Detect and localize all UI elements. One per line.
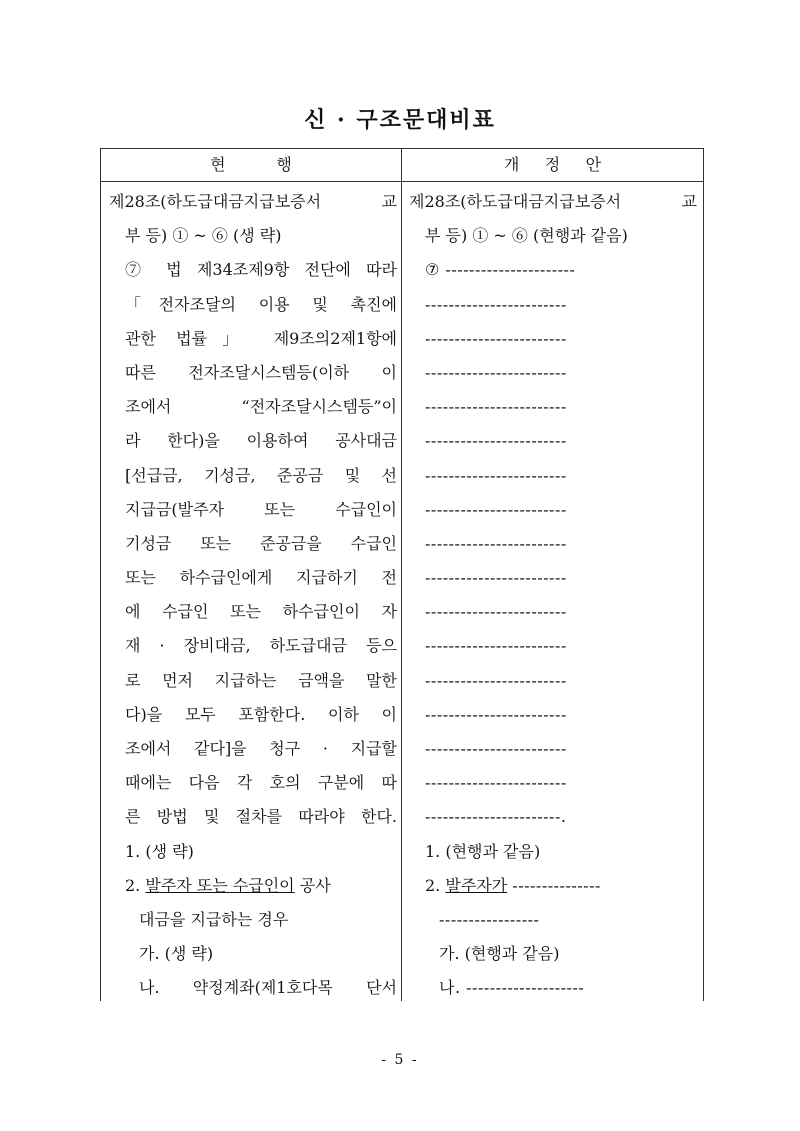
- revised-line: 제28조(하도급대금지급보증서 교: [409, 192, 697, 211]
- header-current: 현 행: [210, 155, 292, 174]
- column-divider: [401, 149, 402, 1001]
- header-divider: [101, 181, 703, 182]
- current-item2-line: [109, 869, 397, 903]
- current-line: 다)을 모두 포함한다. 이하 이: [125, 704, 397, 724]
- current-line: 지급금(발주자 또는 수급인이: [125, 499, 397, 519]
- current-line: 제28조(하도급대금지급보증서 교: [109, 192, 397, 211]
- current-line: 재 · 장비대금, 하도급대금 등으: [125, 636, 397, 656]
- revised-line: ------------------------: [425, 328, 567, 348]
- revised-line: ------------------------: [425, 670, 567, 690]
- revised-line: ------------------------: [425, 465, 567, 485]
- current-line: 관한 법률」 제9조의2제1항에: [125, 328, 397, 348]
- revised-line: ------------------------: [425, 294, 567, 314]
- current-line-tail: 공사: [299, 875, 331, 895]
- revised-line: ------------------------: [425, 773, 567, 793]
- current-line: [선급금, 기성금, 준공금 및 선: [125, 465, 397, 485]
- revised-line: ------------------------: [425, 568, 567, 588]
- revised-item2-line: [409, 869, 697, 903]
- underlined-amendment: 발주자 또는 수급인이: [145, 875, 295, 895]
- current-line: 「전자조달의 이용 및 촉진에: [125, 294, 397, 314]
- current-line: 조에서 “전자조달시스템등”이: [125, 397, 397, 417]
- revised-line: ------------------------: [425, 602, 567, 622]
- current-line: 부 등) ① ~ ⑥ (생 략): [125, 226, 282, 246]
- current-line: 기성금 또는 준공금을 수급인: [125, 533, 397, 553]
- current-line: 라 한다)을 이용하여 공사대금: [125, 431, 397, 451]
- current-line: 로 먼저 지급하는 금액을 말한: [125, 670, 397, 690]
- revised-line: 1. (현행과 같음): [425, 841, 541, 861]
- revised-line: ------------------------: [425, 499, 567, 519]
- revised-line: -----------------: [439, 909, 540, 929]
- revised-line-tail: ---------------: [512, 875, 601, 895]
- current-line: 른 방법 및 절차를 따라야 한다.: [125, 807, 397, 827]
- current-line: 또는 하수급인에게 지급하기 전: [125, 568, 397, 588]
- page-number: - 5 -: [381, 1052, 419, 1068]
- comparison-table: [100, 148, 704, 1001]
- current-line: 에 수급인 또는 하수급인이 자: [125, 602, 397, 622]
- revised-text-column: [409, 185, 697, 1006]
- underlined-amendment: 발주자가: [445, 875, 508, 895]
- current-text-column: [109, 185, 397, 1006]
- revised-line: ------------------------: [425, 636, 567, 656]
- revised-line: ------------------------: [425, 533, 567, 553]
- current-line: 나. 약정계좌(제1호다목 단서: [139, 978, 397, 998]
- revised-line: ------------------------: [425, 362, 567, 382]
- current-line: 따른 전자조달시스템등(이하 이: [125, 362, 397, 382]
- item-number: 2.: [425, 875, 441, 895]
- revised-line: ------------------------: [425, 704, 567, 724]
- header-revised: 개 정 안: [503, 155, 602, 174]
- current-line: 대금을 지급하는 경우: [139, 909, 289, 929]
- item-number: 2.: [125, 875, 141, 895]
- current-line: 때에는 다음 각 호의 구분에 따: [125, 773, 397, 793]
- revised-line: ------------------------: [425, 739, 567, 758]
- revised-line: 나. --------------------: [439, 978, 585, 998]
- current-line: ⑦ 법 제34조제9항 전단에 따라: [125, 260, 397, 280]
- current-line: 가. (생 략): [139, 944, 214, 964]
- page-title: 신 · 구조문대비표: [304, 107, 496, 133]
- revised-line: ⑦ ----------------------: [425, 260, 576, 280]
- current-line: 조에서 같다]을 청구 · 지급할: [125, 739, 397, 758]
- revised-line: ------------------------: [425, 397, 567, 417]
- revised-line: -----------------------.: [425, 807, 567, 827]
- revised-line: 가. (현행과 같음): [439, 944, 560, 964]
- current-line: 1. (생 략): [125, 841, 194, 861]
- revised-line: ------------------------: [425, 431, 567, 451]
- revised-line: 부 등) ① ~ ⑥ (현행과 같음): [425, 226, 628, 246]
